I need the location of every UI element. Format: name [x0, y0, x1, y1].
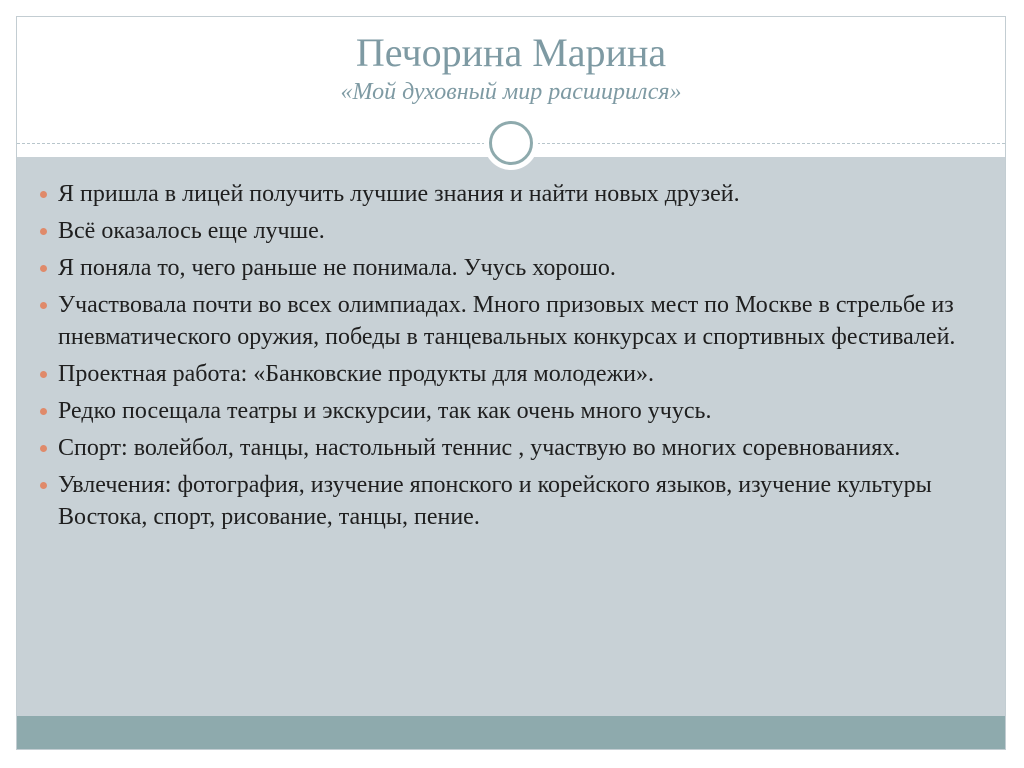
bullet-dot-icon: [40, 265, 47, 272]
bullet-item: [40, 469, 960, 533]
bullet-item: [40, 252, 960, 284]
bullet-item: [40, 395, 960, 427]
bullet-item: [40, 289, 960, 353]
bullet-text: Спорт: волейбол, танцы, настольный теннис , участвую во многих соревнованиях.: [58, 435, 901, 461]
bullet-text: Увлечения: фотография, изучение японского и корейского языков, изучение культуры Востока, спорт, рисование, танцы, пение.: [58, 472, 932, 530]
bullet-item: [40, 178, 960, 210]
slide-subtitle: «Мой духовный мир расширился»: [340, 79, 682, 105]
bullet-text: Всё оказалось еще лучше.: [58, 218, 325, 244]
bullet-dot-icon: [40, 482, 47, 489]
bullet-dot-icon: [40, 191, 47, 198]
bullet-dot-icon: [40, 408, 47, 415]
bullet-list: [40, 178, 960, 538]
slide-title: Печорина Марина: [355, 30, 667, 75]
bullet-text: Редко посещала театры и экскурсии, так как очень много учусь.: [58, 398, 712, 424]
bullet-item: [40, 215, 960, 247]
footer-band: [17, 716, 1005, 750]
bullet-dot-icon: [40, 371, 47, 378]
bullet-text: Я поняла то, чего раньше не понимала. Учусь хорошо.: [58, 255, 616, 281]
bullet-text: Проектная работа: «Банковские продукты для молодежи».: [58, 361, 655, 387]
bullet-text: Я пришла в лицей получить лучшие знания и найти новых друзей.: [58, 181, 740, 207]
bullet-dot-icon: [40, 302, 47, 309]
bullet-text: Участвовала почти во всех олимпиадах. Много призовых мест по Москве в стрельбе из пневматического оружия, победы в танцевальных конкурсах и спортивных фестивалей.: [58, 292, 956, 350]
decorative-circle-icon: [484, 116, 538, 170]
bullet-item: [40, 432, 960, 464]
decorative-ring-icon: [489, 121, 533, 165]
bullet-item: [40, 358, 960, 390]
bullet-dot-icon: [40, 445, 47, 452]
bullet-dot-icon: [40, 228, 47, 235]
